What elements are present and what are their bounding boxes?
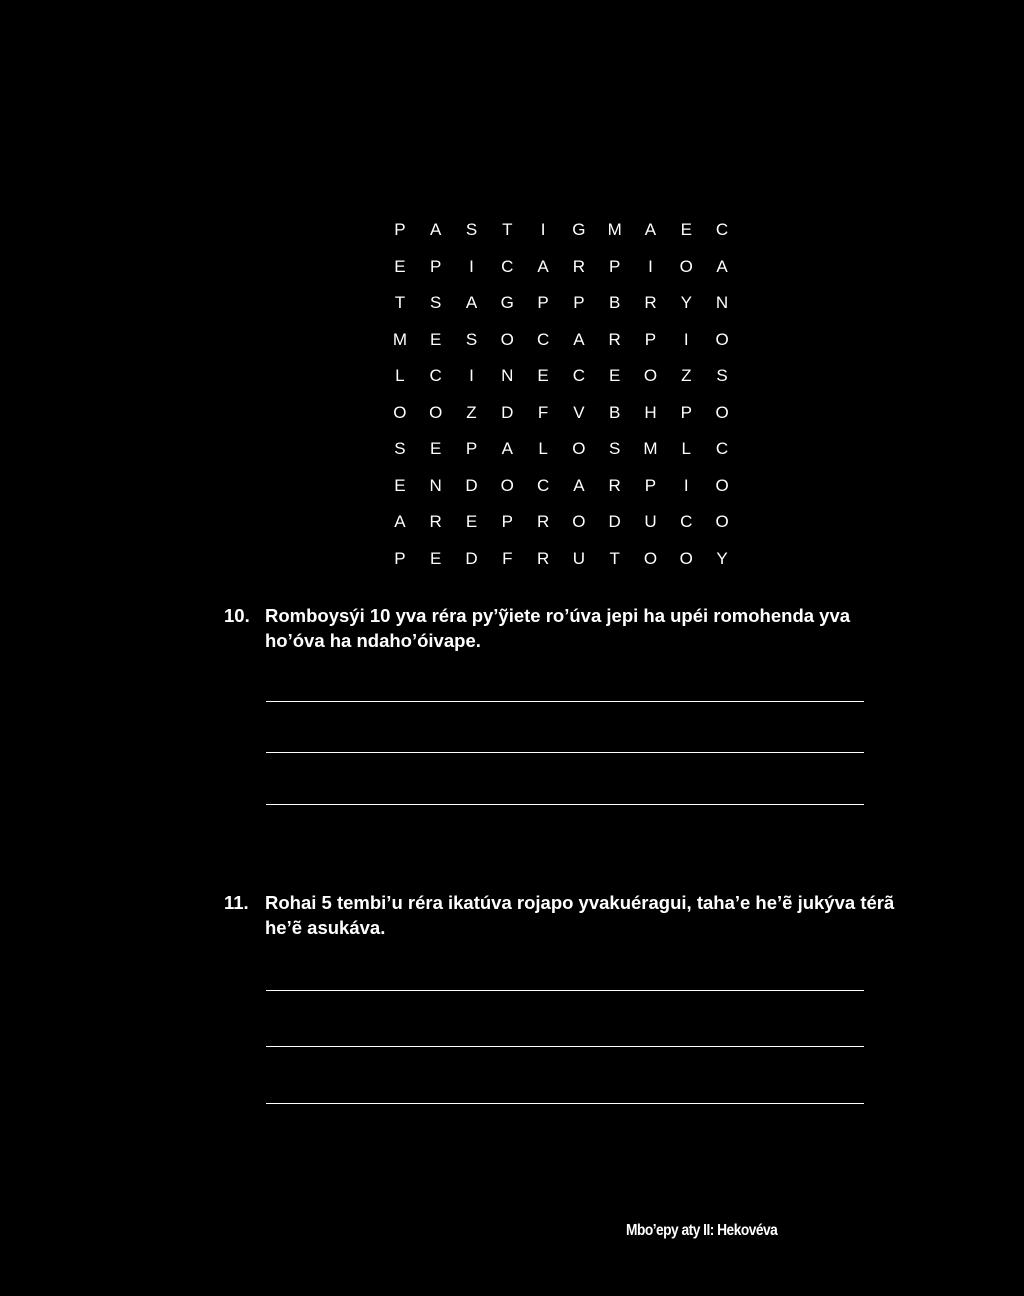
question-text: Rohai 5 tembi’u réra ikatúva rojapo yvakuéragui, taha’e he’ẽ jukýva térã he’ẽ asukáva. <box>265 892 895 938</box>
word-search-row <box>382 212 740 249</box>
grid-letter: O <box>715 329 729 349</box>
grid-letter: C <box>715 439 729 459</box>
grid-letter: E <box>537 366 549 386</box>
grid-letter: D <box>465 548 478 568</box>
answer-line[interactable] <box>266 701 864 702</box>
grid-letter: A <box>394 512 406 532</box>
grid-letter: G <box>500 293 514 313</box>
grid-letter: M <box>392 329 407 349</box>
grid-letter: S <box>609 439 621 459</box>
answer-line[interactable] <box>266 804 864 805</box>
grid-letter: S <box>465 220 478 240</box>
grid-letter: P <box>501 512 513 532</box>
grid-letter: E <box>430 548 442 568</box>
grid-letter: S <box>430 293 442 313</box>
grid-letter: R <box>608 329 621 349</box>
grid-letter: A <box>716 256 728 276</box>
question-number: 10. <box>224 605 250 626</box>
grid-letter: U <box>644 512 657 532</box>
word-search-row <box>382 285 740 322</box>
grid-letter: I <box>540 220 546 240</box>
grid-letter: I <box>683 329 689 349</box>
grid-letter: C <box>536 475 550 495</box>
grid-letter: P <box>609 256 621 276</box>
grid-letter: N <box>715 293 729 313</box>
grid-letter: C <box>501 256 514 276</box>
grid-letter: A <box>573 475 585 495</box>
grid-letter: O <box>572 512 586 532</box>
grid-letter: E <box>609 366 621 386</box>
grid-letter: M <box>607 220 622 240</box>
grid-letter: A <box>573 329 585 349</box>
word-search-row <box>382 468 740 505</box>
grid-letter: I <box>648 256 653 276</box>
grid-letter: E <box>680 220 692 240</box>
grid-letter: C <box>572 366 586 386</box>
grid-letter: A <box>465 293 478 313</box>
grid-letter: L <box>538 439 548 459</box>
grid-letter: P <box>680 402 692 422</box>
grid-letter: E <box>430 329 442 349</box>
grid-letter: R <box>429 512 442 532</box>
grid-letter: B <box>609 402 621 422</box>
grid-letter: O <box>643 366 658 386</box>
grid-letter: M <box>643 439 658 459</box>
grid-letter: D <box>608 512 621 532</box>
answer-line[interactable] <box>266 990 864 991</box>
grid-letter: S <box>394 439 406 459</box>
word-search-row <box>382 322 740 359</box>
grid-letter: R <box>536 548 550 568</box>
grid-letter: E <box>430 439 442 459</box>
grid-letter: Z <box>681 366 692 386</box>
question-11 <box>224 890 904 940</box>
question-number: 11. <box>224 892 249 913</box>
grid-letter: H <box>644 402 657 422</box>
grid-letter: O <box>679 256 693 276</box>
grid-letter: C <box>536 329 550 349</box>
grid-letter: P <box>394 220 406 240</box>
grid-letter: E <box>465 512 478 532</box>
grid-letter: O <box>715 402 729 422</box>
grid-letter: R <box>608 475 621 495</box>
page-footer: Mbo’epy aty II: Hekovéva <box>626 1222 778 1239</box>
grid-letter: I <box>683 475 689 495</box>
grid-letter: C <box>715 220 729 240</box>
grid-letter: O <box>429 402 443 422</box>
grid-letter: G <box>572 220 586 240</box>
word-search-row <box>382 395 740 432</box>
grid-letter: O <box>715 475 729 495</box>
grid-letter: F <box>502 548 513 568</box>
grid-letter: P <box>394 548 406 568</box>
grid-letter: I <box>469 366 474 386</box>
word-search-row <box>382 249 740 286</box>
question-text: Romboysýi 10 yva réra py’ỹiete ro’úva jepi ha upéi romohenda yva ho’óva ha ndaho’óivape. <box>265 605 851 651</box>
grid-letter: F <box>537 402 549 422</box>
grid-letter: R <box>572 256 586 276</box>
grid-letter: O <box>679 548 693 568</box>
grid-letter: P <box>644 329 657 349</box>
grid-letter: T <box>502 220 513 240</box>
grid-letter: D <box>465 475 478 495</box>
grid-letter: O <box>500 475 514 495</box>
grid-letter: R <box>644 293 657 313</box>
grid-letter: P <box>537 293 549 313</box>
grid-letter: U <box>572 548 586 568</box>
grid-letter: E <box>394 475 406 495</box>
grid-letter: O <box>500 329 514 349</box>
word-search-row <box>382 541 740 578</box>
word-search-row <box>382 504 740 541</box>
grid-letter: P <box>644 475 657 495</box>
grid-letter: D <box>501 402 514 422</box>
word-search-row <box>382 358 740 395</box>
grid-letter: S <box>716 366 728 386</box>
question-10 <box>224 603 904 653</box>
grid-letter: O <box>572 439 586 459</box>
grid-letter: C <box>429 366 442 386</box>
grid-letter: A <box>644 220 657 240</box>
grid-letter: L <box>681 439 691 459</box>
answer-line[interactable] <box>266 752 864 753</box>
grid-letter: P <box>430 256 442 276</box>
grid-letter: O <box>643 548 658 568</box>
grid-letter: Z <box>466 402 477 422</box>
grid-letter: C <box>680 512 693 532</box>
grid-letter: N <box>501 366 514 386</box>
grid-letter: R <box>536 512 550 532</box>
grid-letter: O <box>393 402 407 422</box>
answer-line[interactable] <box>266 1103 864 1104</box>
grid-letter: T <box>394 293 406 313</box>
grid-letter: N <box>429 475 442 495</box>
grid-letter: L <box>395 366 405 386</box>
grid-letter: E <box>394 256 406 276</box>
grid-letter: I <box>469 256 474 276</box>
grid-letter: P <box>465 439 478 459</box>
grid-letter: P <box>573 293 585 313</box>
grid-letter: O <box>715 512 729 532</box>
grid-letter: A <box>430 220 442 240</box>
answer-line[interactable] <box>266 1046 864 1047</box>
grid-letter: Y <box>716 548 728 568</box>
word-search-row <box>382 431 740 468</box>
grid-letter: Y <box>680 293 692 313</box>
grid-letter: A <box>501 439 513 459</box>
word-search-grid <box>382 212 740 577</box>
grid-letter: A <box>537 256 549 276</box>
grid-letter: B <box>609 293 621 313</box>
grid-letter: V <box>573 402 585 422</box>
grid-letter: S <box>465 329 478 349</box>
grid-letter: T <box>609 548 620 568</box>
